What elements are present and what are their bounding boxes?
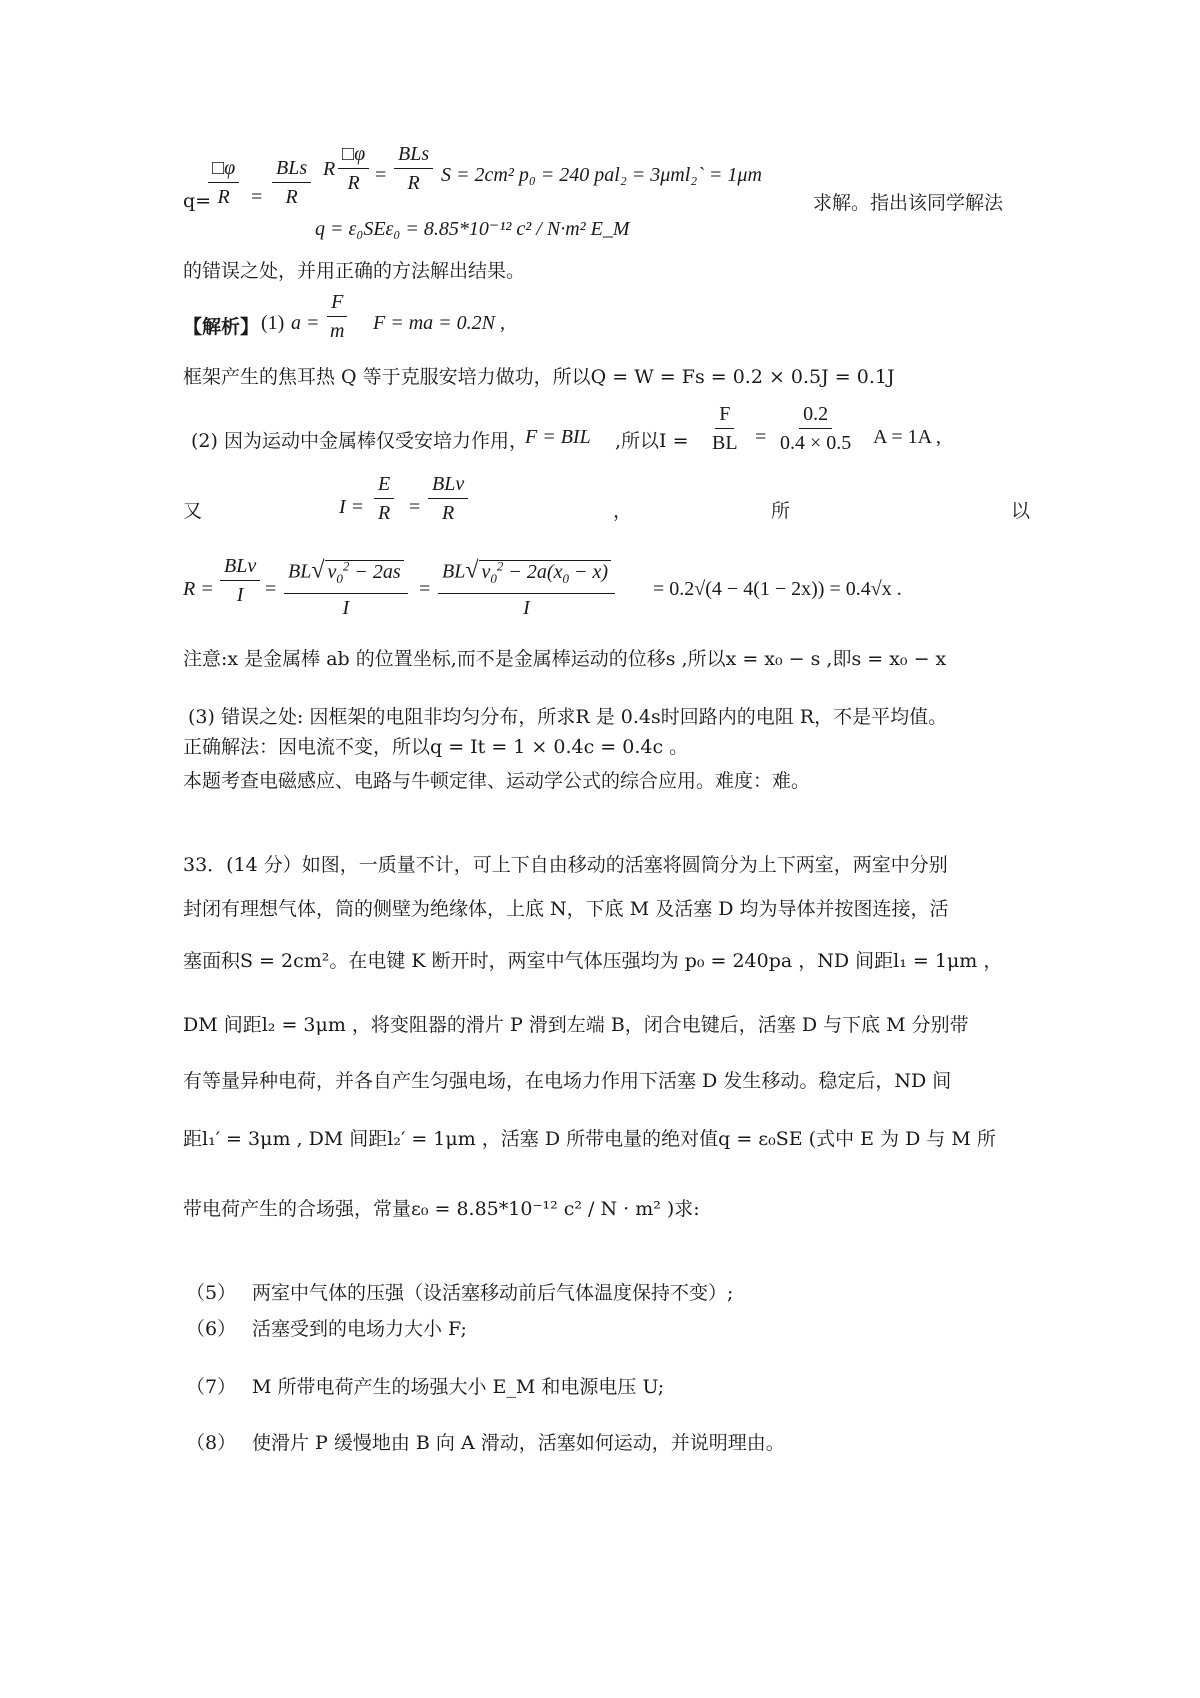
r-symbol: R bbox=[323, 158, 336, 180]
list-item bbox=[186, 1430, 785, 1456]
summary-line: 本题考查电磁感应、电路与牛顿定律、运动学公式的综合应用。难度：难。 bbox=[183, 770, 811, 792]
r-formula-line bbox=[183, 552, 1043, 628]
part2-result: A = 1A , bbox=[873, 426, 941, 448]
q33-line3: 塞面积S = 2cm²。在电键 K 断开时，两室中气体压强均为 p₀ = 240pa ，ND 间距l₁ = 1μm ， bbox=[183, 950, 1003, 972]
fraction-bls-over-r-2: BLs R bbox=[394, 142, 433, 195]
part3-error: (3) 错误之处: 因框架的电阻非均匀分布，所求R 是 0.4s时回路内的电阻 R，不是平均值。 bbox=[188, 706, 948, 728]
formula-line-1: S = 2cm² p₀ = 240 pal₂ = 3μml₂` = 1μm bbox=[441, 164, 762, 186]
top-formula-block bbox=[183, 143, 1043, 250]
item-number: （7） bbox=[186, 1376, 237, 1398]
fraction-sqrt-2a-x0-x: $\frac{BL√ v_0^2 - 2a(x_0 - x)}{I}$ bbox=[438, 554, 615, 620]
part2-formula: F = BIL bbox=[525, 426, 591, 448]
yi-word: 以 bbox=[1011, 500, 1031, 522]
heat-line: 框架产生的焦耳热 Q 等于克服安培力做功，所以Q = W = Fs = 0.2 × 0.5J = 0.1J bbox=[183, 366, 895, 388]
comma: ， bbox=[613, 500, 633, 522]
i-equals: I = bbox=[339, 496, 365, 518]
note-line: 注意:x 是金属棒 ab 的位置坐标,而不是金属棒运动的位移s ,所以x = x₀ − s ,即s = x₀ − x bbox=[183, 648, 947, 670]
fraction-e-over-r: $\frac{E}{R}$ bbox=[374, 472, 394, 525]
fraction-dphi-over-r-2: $\frac{□\varphi}{R}$ bbox=[338, 142, 369, 195]
formula-line-2: q = ε₀SEε₀ = 8.85*10⁻¹² c² / N·m² E_M bbox=[315, 218, 630, 240]
list-item bbox=[186, 1280, 733, 1306]
current-line bbox=[183, 472, 1031, 542]
equals-sign-4: = bbox=[409, 496, 421, 518]
q33-line5: 有等量异种电荷，并各自产生匀强电场，在电场力作用下活塞 D 发生移动。稳定后，ND 间 bbox=[183, 1070, 952, 1092]
equals-sign-3: = bbox=[755, 426, 767, 448]
part2-so: ,所以I = bbox=[615, 430, 689, 452]
part1-index: (1) bbox=[261, 312, 285, 334]
q33-line6: 距l₁′ = 3μm , DM 间距l₂′ = 1μm ，活塞 D 所带电量的绝对值q = ε₀SE (式中 E 为 D 与 M 所 bbox=[183, 1128, 996, 1150]
q-prefix: q= bbox=[183, 190, 212, 212]
q33-line4: DM 间距l₂ = 3μm ，将变阻器的滑片 P 滑到左端 B，闭合电键后，活塞 D 与下底 M 分别带 bbox=[183, 1014, 969, 1036]
item-number: （8） bbox=[186, 1432, 237, 1454]
fraction-blv-over-r: BLv R bbox=[428, 472, 468, 525]
continuation-text: 的错误之处，并用正确的方法解出结果。 bbox=[183, 260, 526, 282]
a-equals: a = bbox=[291, 312, 320, 334]
list-item bbox=[186, 1316, 467, 1342]
equals-sign-6: = bbox=[419, 578, 431, 600]
item-text: 两室中气体的压强（设活塞移动前后气体温度保持不变）; bbox=[252, 1282, 734, 1304]
item-text: 活塞受到的电场力大小 F; bbox=[252, 1318, 467, 1340]
fraction-f-over-m: $\frac{F}{m}$ bbox=[326, 290, 348, 343]
item-number: （5） bbox=[186, 1282, 237, 1304]
fraction-f-over-bl: $\frac{F}{BL}$ bbox=[712, 403, 738, 454]
analysis-part1 bbox=[183, 290, 783, 354]
also-word: 又 bbox=[183, 500, 203, 522]
item-number: （6） bbox=[186, 1318, 237, 1340]
fraction-value: $\frac{0.2}{0.4 \times 0.5}$ bbox=[780, 403, 852, 454]
q33-line7: 带电荷产生的合场强，常量ε₀ = 8.85*10⁻¹² c² / N · m² )求: bbox=[183, 1198, 700, 1220]
fraction-dphi-over-r: $\frac{□\varphi}{R}$ bbox=[208, 156, 239, 209]
equals-sign: = bbox=[251, 186, 263, 208]
list-item bbox=[186, 1374, 664, 1400]
equals-sign-5: = bbox=[265, 578, 277, 600]
equals-sign-2: = bbox=[375, 164, 387, 186]
analysis-part2 bbox=[183, 402, 1043, 472]
fraction-blv-over-i: BLv I bbox=[220, 554, 260, 607]
analysis-label: 【解析】 bbox=[183, 316, 260, 338]
fraction-bls-over-r: BLs R bbox=[272, 156, 311, 209]
fraction-sqrt-2as: $\frac{BL√ v_0^2 - 2as}{I}$ bbox=[284, 554, 408, 620]
item-text: 使滑片 P 缓慢地由 B 向 A 滑动，活塞如何运动，并说明理由。 bbox=[252, 1432, 785, 1454]
tail-text: 求解。指出该同学解法 bbox=[813, 192, 1004, 214]
part3-correct: 正确解法：因电流不变，所以q = It = 1 × 0.4c = 0.4c 。 bbox=[183, 736, 689, 758]
q33-line1: 33．(14 分）如图，一质量不计，可上下自由移动的活塞将圆筒分为上下两室，两室中分别 bbox=[183, 854, 948, 876]
r-result: = 0.2√(4 − 4(1 − 2x)) = 0.4√x . bbox=[653, 578, 902, 600]
part2-text: (2) 因为运动中金属棒仅受安培力作用， bbox=[191, 430, 528, 452]
r-equals: R = bbox=[183, 578, 214, 600]
q33-line2: 封闭有理想气体，筒的侧壁为绝缘体，上底 N，下底 M 及活塞 D 均为导体并按图连接，活 bbox=[183, 898, 949, 920]
suo-word: 所 bbox=[771, 500, 791, 522]
item-text: M 所带电荷产生的场强大小 E_M 和电源电压 U; bbox=[252, 1376, 665, 1398]
part1-formula: F = ma = 0.2N , bbox=[373, 312, 505, 334]
